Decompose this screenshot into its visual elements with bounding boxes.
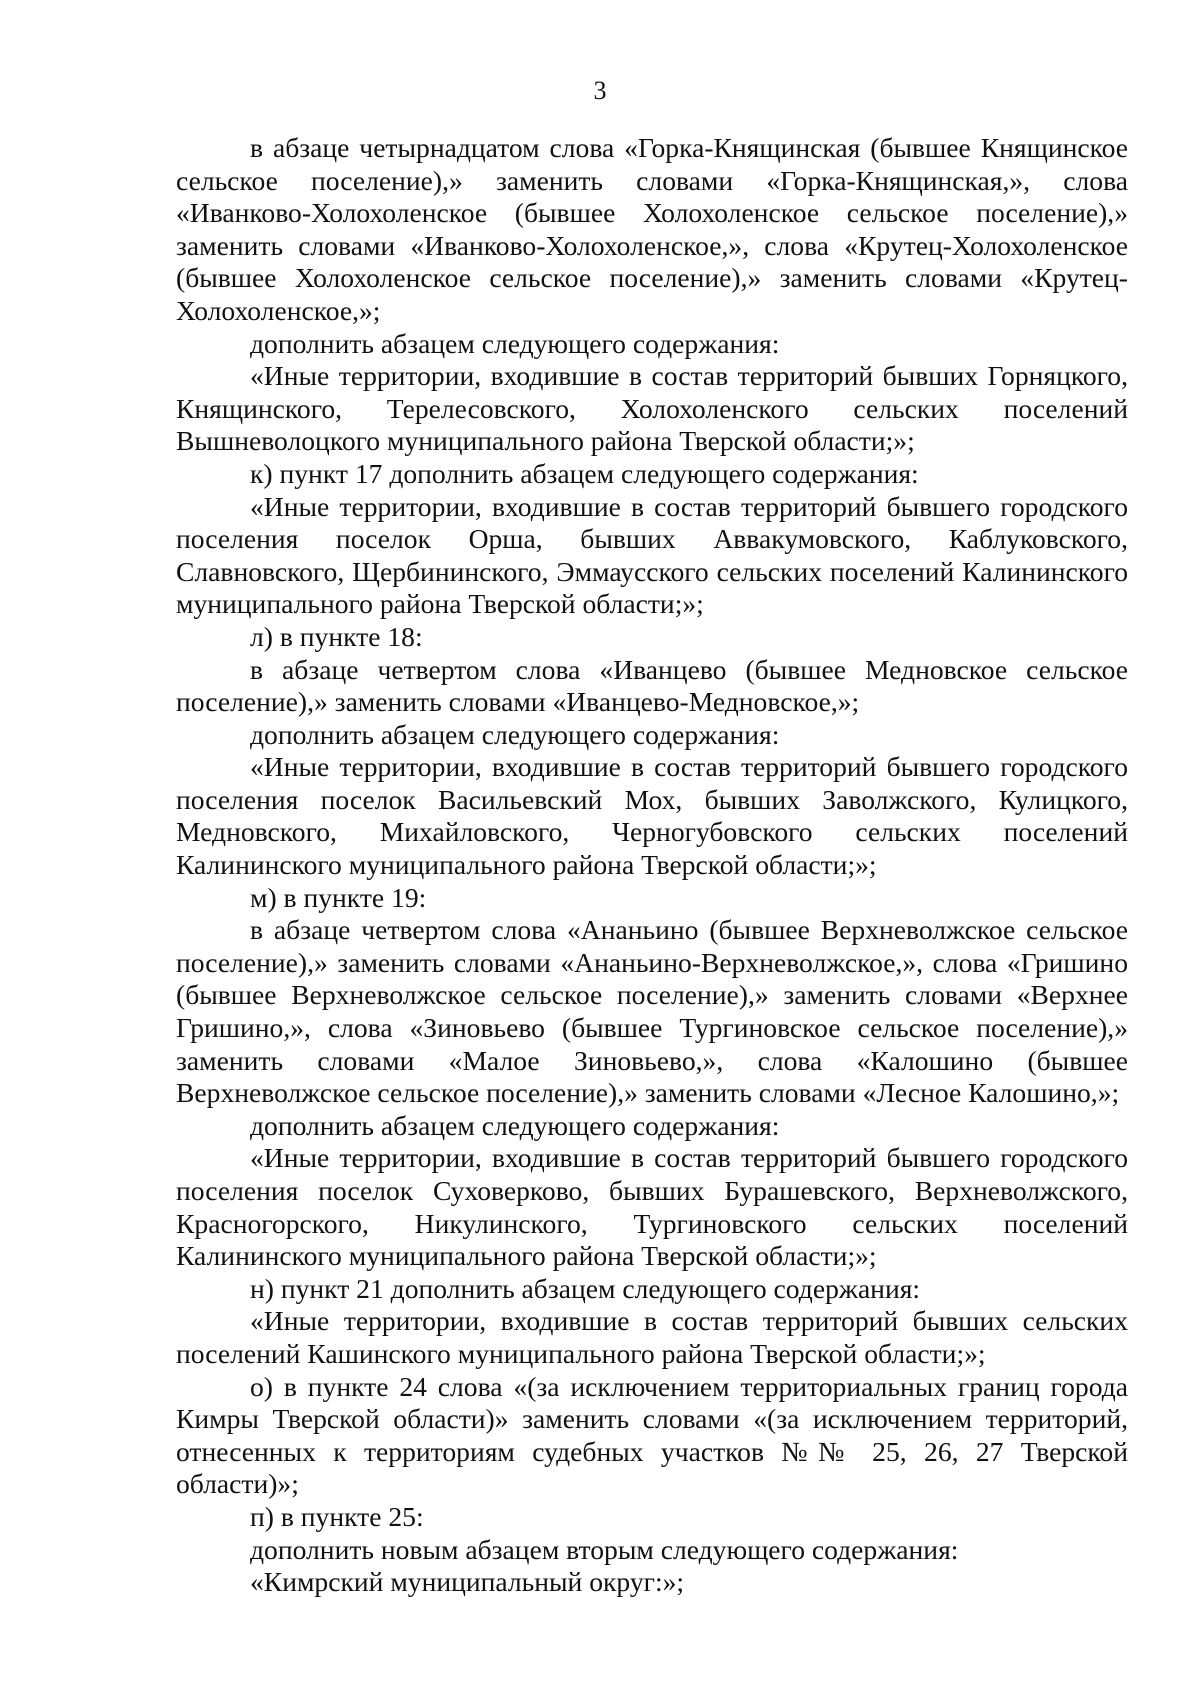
paragraph-item-o: о) в пункте 24 слова «(за исключением территориальных границ города Кимры Тверской области)» заменить словами «(за исключением территорий, отнесенных к территориям судебных участков №№ 25, 26, 27 Тверской области)»; [176, 1370, 1128, 1500]
paragraph-item-l: л) в пункте 18: [250, 620, 423, 652]
paragraph-quote-kashin: «Иные территории, входившие в состав территорий бывших сельских поселений Кашинского муниципального района Тверской области;»; [176, 1305, 1128, 1369]
paragraph-item-p: п) в пункте 25: [250, 1500, 424, 1532]
paragraph-item-n: н) пункт 21 дополнить абзацем следующего содержания: [250, 1272, 921, 1304]
paragraph-quote-vasilevsky-mokh: «Иные территории, входившие в состав территорий бывшего городского поселения поселок Васильевский Мох, бывших Заволжского, Кулицкого, Медновского, Михайловского, Черногубовского сельских поселений Калининского муниципального района Тверской области;»; [176, 751, 1128, 881]
paragraph-item-k: к) пункт 17 дополнить абзацем следующего содержания: [250, 457, 919, 489]
paragraph-edit-ivantsevo: в абзаце четвертом слова «Иванцево (бывшее Медновское сельское поселение),» заменить словами «Иванцево-Медновское,»; [176, 653, 1128, 718]
paragraph-quote-vyshnevolotsky: «Иные территории, входившие в состав территорий бывших Горняцкого, Княщинского, Терелесовского, Холохоленского сельских поселений Вышневолоцкого муниципального района Тверской области;»; [176, 360, 1128, 457]
paragraph-quote-orsha: «Иные территории, входившие в состав территорий бывшего городского поселения поселок Орша, бывших Аввакумовского, Каблуковского, Славновского, Щербининского, Эммаусского сельских поселений Калининского муниципального района Тверской области;»; [176, 490, 1128, 620]
paragraph-edit-para-14: в абзаце четырнадцатом слова «Горка-Княщинская (бывшее Княщинское сельское поселение),» заменить словами «Горка-Княщинская,», слова «Иванково-Холохоленское (бывшее Холохоленское сельское поселение),» заменить словами «Иванково-Холохоленское,», слова «Крутец-Холохоленское (бывшее Холохоленское сельское поселение),» заменить словами «Крутец-Холохоленское,»; [176, 132, 1128, 326]
paragraph-add-instruction: дополнить абзацем следующего содержания: [250, 327, 780, 359]
paragraph-edit-ananino: в абзаце четвертом слова «Ананьино (бывшее Верхневолжское сельское поселение),» заменить словами «Ананьино-Верхневолжское,», слова «Гришино (бывшее Верхневолжское сельское поселение),» заменить словами «Верхнее Гришино,», слова «Зиновьево (бывшее Тургиновское сельское поселение),» заменить словами «Малое Зиновьево,», слова «Калошино (бывшее Верхневолжское сельское поселение),» заменить словами «Лесное Калошино,»; [176, 914, 1128, 1109]
paragraph-add-instruction: дополнить абзацем следующего содержания: [250, 1109, 780, 1141]
paragraph-quote-sukhoverkovo: «Иные территории, входившие в состав территорий бывшего городского поселения поселок Суховерково, бывших Бурашевского, Верхневолжского, Красногорского, Никулинского, Тургиновского сельских поселений Калининского муниципального района Тверской области;»; [176, 1142, 1128, 1272]
page-number: 3 [593, 76, 607, 105]
paragraph-quote-kimry: «Кимрский муниципальный округ:»; [250, 1566, 685, 1598]
paragraph-add-new-second: дополнить новым абзацем вторым следующего содержания: [250, 1533, 959, 1565]
paragraph-add-instruction: дополнить абзацем следующего содержания: [250, 718, 780, 750]
paragraph-item-m: м) в пункте 19: [250, 881, 427, 913]
document-body [176, 132, 1128, 1599]
